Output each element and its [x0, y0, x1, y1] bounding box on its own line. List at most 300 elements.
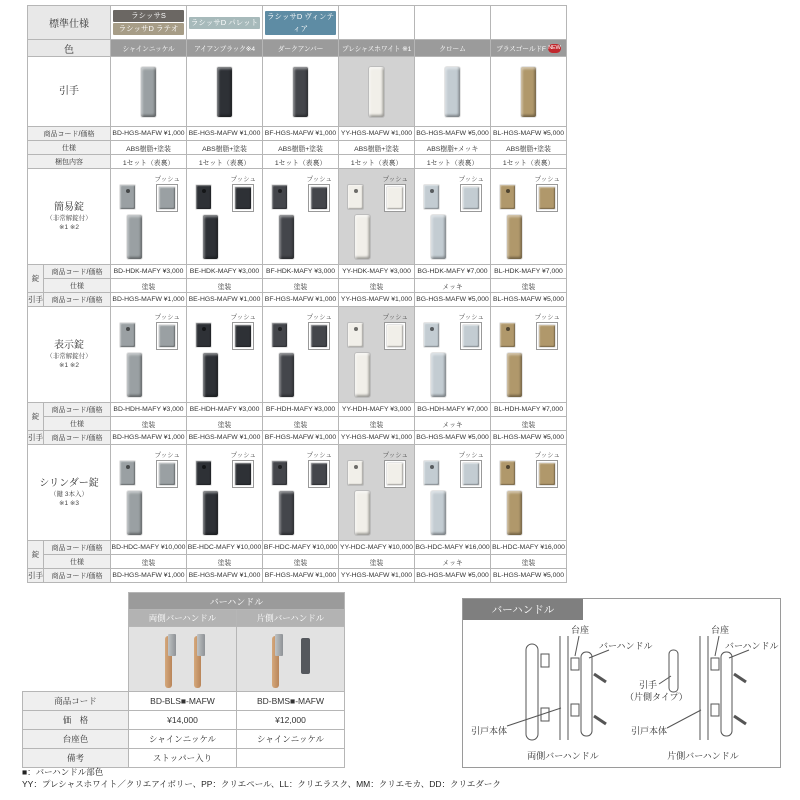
- recessed-pull-image: [279, 491, 294, 535]
- section-subtitle: （非常解錠付）: [46, 353, 92, 360]
- push-label: プッシュ: [230, 314, 256, 321]
- spec-cell: ABS樹脂+塗装: [491, 141, 567, 155]
- push-plate-image: [311, 325, 327, 347]
- bar-handle-header-row: [23, 610, 345, 627]
- spec-cell: 塗装: [491, 555, 567, 569]
- indicator-icon: [278, 327, 282, 331]
- spec-cell: ABS樹脂+塗装: [339, 141, 415, 155]
- code-price-cell: BE-HGS-MAFW ¥1,000: [187, 569, 263, 583]
- code-price-cell: BD-HGS-MAFW ¥1,000: [111, 293, 187, 307]
- code-price-row: [28, 127, 567, 141]
- spec-cell: 塗装: [111, 279, 187, 293]
- push-detail-box: [232, 460, 254, 488]
- indicator-icon: [202, 327, 206, 331]
- push-label: プッシュ: [382, 452, 408, 459]
- code-price-cell: BD-HDK-MAFY ¥3,000: [111, 265, 187, 279]
- spec-cell: ABS樹脂+メッキ: [415, 141, 491, 155]
- keyhole-icon: [202, 465, 206, 469]
- row-label: 仕様: [44, 417, 111, 431]
- code-cell: BD-BLS■-MAFW: [129, 692, 237, 711]
- row-label: 価 格: [23, 711, 129, 730]
- series-badge-lasissa-d-palette: ラシッサD パレット: [190, 17, 259, 27]
- lock-image-cell: [111, 169, 187, 265]
- row-label: 商品コード/価格: [44, 569, 111, 583]
- series-badge-lasissa-d-vintia: ラシッサD ヴィンティア: [265, 11, 336, 35]
- spec-cell: 塗装: [263, 417, 339, 431]
- push-label: プッシュ: [382, 314, 408, 321]
- push-detail-box: [308, 184, 330, 212]
- lock-plate-image: [348, 323, 363, 347]
- recessed-pull-image: [203, 353, 218, 397]
- remarks-cell: ストッパー入り: [129, 749, 237, 768]
- remarks-cell: [237, 749, 345, 768]
- code-price-cell: BE-HDK-MAFY ¥3,000: [187, 265, 263, 279]
- price-cell: ¥12,000: [237, 711, 345, 730]
- lock-image-cell: [339, 307, 415, 403]
- code-price-cell: BL-HDK-MAFY ¥7,000: [491, 265, 567, 279]
- indicator-icon: [430, 327, 434, 331]
- product-table: [27, 5, 567, 583]
- lock-plate-image: [196, 185, 211, 209]
- lock-spec-row: [28, 279, 567, 293]
- recessed-pull-image: [203, 491, 218, 535]
- recessed-pull-image: [127, 215, 142, 259]
- code-price-cell: BE-HGS-MAFW ¥1,000: [187, 127, 263, 141]
- lock-spec-row: [28, 417, 567, 431]
- finish-name-cell: シャインニッケル: [111, 40, 187, 57]
- recessed-pull-image: [141, 67, 156, 117]
- pull-one-side-label-line1: 引手: [639, 680, 658, 690]
- finish-name-cell: アイアンブラック※4: [187, 40, 263, 57]
- row-label: 仕様: [44, 279, 111, 293]
- lock-plate-image: [348, 185, 363, 209]
- door-body-label: 引戸本体: [471, 726, 508, 736]
- row-label: 商品コード/価格: [44, 431, 111, 445]
- bar-handle-image-row: [23, 627, 345, 692]
- bar-handle-remarks-row: [23, 749, 345, 768]
- push-plate-image: [159, 325, 175, 347]
- push-plate-image: [159, 463, 175, 485]
- lock-plate-image: [272, 185, 287, 209]
- recessed-pull-image: [355, 353, 370, 397]
- push-plate-image: [311, 463, 327, 485]
- code-price-cell: BL-HGS-MAFW ¥5,000: [491, 431, 567, 445]
- code-price-cell: BD-HGS-MAFW ¥1,000: [111, 431, 187, 445]
- bar-handle-table: [22, 592, 345, 768]
- packing-cell: 1セット（表裏）: [263, 155, 339, 169]
- spec-cell: 塗装: [187, 417, 263, 431]
- push-label: プッシュ: [230, 452, 256, 459]
- lock-image-cell: [263, 169, 339, 265]
- code-price-cell: YY-HGS-MAFW ¥1,000: [339, 569, 415, 583]
- recessed-pull-image: [507, 353, 522, 397]
- keyhole-icon: [506, 465, 510, 469]
- row-label: 商品コード/価格: [44, 265, 111, 279]
- lock-plate-image: [120, 185, 135, 209]
- series-badge-cell: [187, 6, 263, 40]
- push-label: プッシュ: [154, 452, 180, 459]
- push-label: プッシュ: [534, 176, 560, 183]
- bar-handle-code-row: [23, 692, 345, 711]
- base-color-cell: シャインニッケル: [237, 730, 345, 749]
- spec-cell: 塗装: [339, 555, 415, 569]
- footnote-color-codes: YY：プレシャスホワイト／クリエアイボリー、PP：クリエペール、LL：クリエラスク、MM：クリエモカ、DD：クリエダーク: [22, 778, 501, 789]
- lock-image-cell: [187, 307, 263, 403]
- recessed-pull-image: [369, 67, 384, 117]
- lock-plate-image: [272, 461, 287, 485]
- lock-button-icon: [430, 189, 434, 193]
- lock-image-cell: [263, 445, 339, 541]
- series-badge-cell: [263, 6, 339, 40]
- code-price-cell: YY-HGS-MAFW ¥1,000: [339, 127, 415, 141]
- bar-handle-base-color-row: [23, 730, 345, 749]
- section-label-hyojijo: [28, 307, 111, 403]
- keyhole-icon: [126, 465, 130, 469]
- row-label: 仕様: [28, 141, 111, 155]
- code-price-cell: BL-HGS-MAFW ¥5,000: [491, 569, 567, 583]
- packing-cell: 1セット（表裏）: [415, 155, 491, 169]
- push-detail-box: [384, 460, 406, 488]
- empty-cell: [415, 6, 491, 40]
- recessed-pull-image: [445, 67, 460, 117]
- code-cell: BD-BMS■-MAFW: [237, 692, 345, 711]
- code-price-cell: BF-HGS-MAFW ¥1,000: [263, 127, 339, 141]
- push-detail-box: [536, 322, 558, 350]
- lock-plate-image: [272, 323, 287, 347]
- indicator-icon: [126, 327, 130, 331]
- finish-name-cell: クローム: [415, 40, 491, 57]
- push-detail-box: [156, 460, 178, 488]
- group-label-pull: 引手: [28, 431, 44, 445]
- keyhole-icon: [430, 465, 434, 469]
- section-subtitle: （非常解錠付）: [46, 215, 92, 222]
- push-label: プッシュ: [458, 176, 484, 183]
- push-plate-image: [539, 187, 555, 209]
- lock-image-cell: [187, 445, 263, 541]
- code-price-cell: YY-HDK-MAFY ¥3,000: [339, 265, 415, 279]
- standard-spec-label: 標準仕様: [28, 6, 111, 40]
- both-sides-header: 両側バーハンドル: [129, 610, 237, 627]
- code-price-cell: BG-HDK-MAFY ¥7,000: [415, 265, 491, 279]
- product-image-cell: [111, 57, 187, 127]
- spec-cell: 塗装: [339, 279, 415, 293]
- code-price-cell: BG-HGS-MAFW ¥5,000: [415, 127, 491, 141]
- code-price-cell: BE-HGS-MAFW ¥1,000: [187, 431, 263, 445]
- finish-name-cell: ダークアンバー: [263, 40, 339, 57]
- row-label: 梱包内容: [28, 155, 111, 169]
- lock-image-cell: [415, 169, 491, 265]
- one-side-pull-image: [301, 638, 310, 674]
- code-price-cell: BD-HGS-MAFW ¥1,000: [111, 127, 187, 141]
- series-badge-lasissa-s: ラシッサS: [113, 10, 184, 22]
- finish-name-cell: プレシャスホワイト ※1: [339, 40, 415, 57]
- standard-spec-row: [28, 6, 567, 40]
- lock-spec-row: [28, 555, 567, 569]
- lock-image-cell: [491, 307, 567, 403]
- push-label: プッシュ: [534, 452, 560, 459]
- lock-button-icon: [126, 189, 130, 193]
- section-subtitle: （鍵 3本入）: [50, 491, 88, 498]
- recessed-pull-image: [293, 67, 308, 117]
- door-body-label: 引戸本体: [631, 726, 668, 736]
- push-detail-box: [460, 460, 482, 488]
- section-label-hikite: 引手: [28, 57, 111, 127]
- lock-image-cell: [491, 445, 567, 541]
- row-label: 台座色: [23, 730, 129, 749]
- row-label: 備考: [23, 749, 129, 768]
- indicator-icon: [354, 327, 358, 331]
- lock-button-icon: [506, 189, 510, 193]
- push-plate-image: [539, 463, 555, 485]
- simple-lock-image-row: [28, 169, 567, 265]
- section-note: ※1 ※2: [59, 362, 79, 369]
- code-price-cell: BL-HDC-MAFY ¥16,000: [491, 541, 567, 555]
- push-plate-image: [235, 325, 251, 347]
- code-price-cell: BF-HGS-MAFW ¥1,000: [263, 293, 339, 307]
- pull-code-row: [28, 293, 567, 307]
- push-plate-image: [387, 187, 403, 209]
- code-price-cell: BE-HDC-MAFY ¥10,000: [187, 541, 263, 555]
- push-label: プッシュ: [534, 314, 560, 321]
- push-detail-box: [384, 322, 406, 350]
- recessed-pull-image: [355, 491, 370, 535]
- code-price-cell: BG-HDH-MAFY ¥7,000: [415, 403, 491, 417]
- packing-cell: 1セット（表裏）: [339, 155, 415, 169]
- diagram-title: バーハンドル: [463, 599, 583, 620]
- push-plate-image: [311, 187, 327, 209]
- both-sides-caption: 両側バーハンドル: [527, 751, 599, 761]
- code-price-cell: BF-HDK-MAFY ¥3,000: [263, 265, 339, 279]
- bar-handle-label: バーハンドル: [725, 641, 779, 651]
- empty-cell: [23, 593, 129, 610]
- lock-plate-image: [348, 461, 363, 485]
- push-label: プッシュ: [382, 176, 408, 183]
- push-detail-box: [460, 322, 482, 350]
- lock-button-icon: [354, 189, 358, 193]
- spec-cell: 塗装: [491, 417, 567, 431]
- finish-name-cell: [491, 40, 567, 57]
- pull-one-side-label-line2: （片側タイプ）: [625, 692, 688, 702]
- group-label-pull: 引手: [28, 569, 44, 583]
- push-label: プッシュ: [154, 314, 180, 321]
- series-badge-cell: [111, 6, 187, 40]
- wood-bar-handle-image: [272, 636, 279, 688]
- code-price-cell: BE-HGS-MAFW ¥1,000: [187, 293, 263, 307]
- spec-cell: 塗装: [263, 279, 339, 293]
- recessed-pull-image: [431, 353, 446, 397]
- push-detail-box: [308, 460, 330, 488]
- code-price-cell: BL-HGS-MAFW ¥5,000: [491, 293, 567, 307]
- push-detail-box: [232, 184, 254, 212]
- new-badge: NEW: [548, 45, 561, 52]
- push-label: プッシュ: [306, 314, 332, 321]
- push-plate-image: [387, 325, 403, 347]
- bar-handle-label: バーハンドル: [599, 641, 653, 651]
- price-cell: ¥14,000: [129, 711, 237, 730]
- wood-bar-handle-image: [165, 636, 172, 688]
- both-sides-image-cell: [129, 627, 237, 692]
- lock-button-icon: [278, 189, 282, 193]
- one-side-image-cell: [237, 627, 345, 692]
- spec-cell: 塗装: [339, 417, 415, 431]
- group-label-pull: 引手: [28, 293, 44, 307]
- bar-handle-diagram-panel: [462, 598, 781, 768]
- lock-plate-image: [424, 185, 439, 209]
- push-plate-image: [463, 325, 479, 347]
- pull-code-row: [28, 431, 567, 445]
- push-detail-box: [308, 322, 330, 350]
- spec-cell: ABS樹脂+塗装: [111, 141, 187, 155]
- spec-cell: 塗装: [263, 555, 339, 569]
- group-label-lock: 錠: [28, 265, 44, 293]
- lock-plate-image: [120, 323, 135, 347]
- empty-cell: [23, 610, 129, 627]
- recessed-pull-image: [279, 215, 294, 259]
- recessed-pull-image: [431, 215, 446, 259]
- bar-handle-price-row: [23, 711, 345, 730]
- lock-code-row: [28, 541, 567, 555]
- packing-row: [28, 155, 567, 169]
- row-label: 商品コード: [23, 692, 129, 711]
- code-price-cell: BL-HDH-MAFY ¥7,000: [491, 403, 567, 417]
- section-title: 表示錠: [54, 340, 84, 351]
- lock-image-cell: [491, 169, 567, 265]
- recessed-pull-image: [507, 491, 522, 535]
- product-image-cell: [339, 57, 415, 127]
- code-price-cell: BF-HDC-MAFY ¥10,000: [263, 541, 339, 555]
- wood-bar-handle-image: [194, 636, 201, 688]
- row-label: 商品コード/価格: [44, 293, 111, 307]
- lock-image-cell: [111, 445, 187, 541]
- code-price-cell: YY-HDC-MAFY ¥10,000: [339, 541, 415, 555]
- push-label: プッシュ: [230, 176, 256, 183]
- lock-image-cell: [187, 169, 263, 265]
- product-image-cell: [491, 57, 567, 127]
- recessed-pull-image: [279, 353, 294, 397]
- base-color-cell: シャインニッケル: [129, 730, 237, 749]
- spec-cell: ABS樹脂+塗装: [187, 141, 263, 155]
- code-price-cell: BD-HDH-MAFY ¥3,000: [111, 403, 187, 417]
- footnotes: [22, 767, 501, 790]
- lock-plate-image: [500, 461, 515, 485]
- section-label-kanikijo: [28, 169, 111, 265]
- spec-cell: 塗装: [187, 555, 263, 569]
- one-side-header: 片側バーハンドル: [237, 610, 345, 627]
- spec-cell: 塗装: [491, 279, 567, 293]
- code-price-cell: BD-HDC-MAFY ¥10,000: [111, 541, 187, 555]
- spec-cell: ABS樹脂+塗装: [263, 141, 339, 155]
- lock-plate-image: [120, 461, 135, 485]
- lock-code-row: [28, 265, 567, 279]
- group-label-lock: 錠: [28, 541, 44, 569]
- push-plate-image: [463, 187, 479, 209]
- section-label-cylinder: [28, 445, 111, 541]
- packing-cell: 1セット（表裏）: [491, 155, 567, 169]
- spec-cell: メッキ: [415, 417, 491, 431]
- recessed-pull-image: [507, 215, 522, 259]
- code-price-cell: BF-HGS-MAFW ¥1,000: [263, 431, 339, 445]
- push-detail-box: [536, 460, 558, 488]
- lock-image-cell: [111, 307, 187, 403]
- code-price-cell: YY-HDH-MAFY ¥3,000: [339, 403, 415, 417]
- bar-handle-title-row: [23, 593, 345, 610]
- lock-button-icon: [202, 189, 206, 193]
- row-label: 商品コード/価格: [44, 541, 111, 555]
- recessed-pull-image: [203, 215, 218, 259]
- lock-image-cell: [339, 169, 415, 265]
- lock-plate-image: [424, 323, 439, 347]
- push-label: プッシュ: [306, 452, 332, 459]
- recessed-pull-image: [127, 353, 142, 397]
- code-price-cell: YY-HGS-MAFW ¥1,000: [339, 293, 415, 307]
- product-image-cell: [415, 57, 491, 127]
- recessed-pull-image: [127, 491, 142, 535]
- push-detail-box: [460, 184, 482, 212]
- pull-code-row: [28, 569, 567, 583]
- spec-row: [28, 141, 567, 155]
- indicator-lock-image-row: [28, 307, 567, 403]
- lock-code-row: [28, 403, 567, 417]
- group-label-lock: 錠: [28, 403, 44, 431]
- push-plate-image: [387, 463, 403, 485]
- push-label: プッシュ: [458, 314, 484, 321]
- row-label: 仕様: [44, 555, 111, 569]
- spec-cell: 塗装: [111, 555, 187, 569]
- product-image-cell: [263, 57, 339, 127]
- color-row: [28, 40, 567, 57]
- indicator-icon: [506, 327, 510, 331]
- section-title: 簡易錠: [54, 202, 84, 213]
- keyhole-icon: [354, 465, 358, 469]
- series-badge-lasissa-d-lateo: ラシッサD ラテオ: [113, 23, 184, 35]
- spec-cell: メッキ: [415, 555, 491, 569]
- row-label: 商品コード/価格: [44, 403, 111, 417]
- push-detail-box: [232, 322, 254, 350]
- push-plate-image: [463, 463, 479, 485]
- code-price-cell: BL-HGS-MAFW ¥5,000: [491, 127, 567, 141]
- code-price-cell: BE-HDH-MAFY ¥3,000: [187, 403, 263, 417]
- push-detail-box: [384, 184, 406, 212]
- code-price-cell: BG-HDC-MAFY ¥16,000: [415, 541, 491, 555]
- daiza-label: 台座: [711, 625, 730, 635]
- finish-name: ブラスゴールドF: [496, 45, 546, 53]
- pull-image-row: [28, 57, 567, 127]
- keyhole-icon: [278, 465, 282, 469]
- code-price-cell: BG-HGS-MAFW ¥5,000: [415, 431, 491, 445]
- push-plate-image: [159, 187, 175, 209]
- code-price-cell: BF-HDH-MAFY ¥3,000: [263, 403, 339, 417]
- push-plate-image: [235, 463, 251, 485]
- lock-plate-image: [500, 323, 515, 347]
- bar-handle-title: バーハンドル: [129, 593, 345, 610]
- section-note: ※1 ※3: [59, 500, 79, 507]
- spec-cell: 塗装: [111, 417, 187, 431]
- recessed-pull-image: [355, 215, 370, 259]
- push-detail-box: [156, 184, 178, 212]
- empty-cell: [23, 627, 129, 692]
- lock-plate-image: [196, 461, 211, 485]
- push-plate-image: [235, 187, 251, 209]
- one-side-caption: 片側バーハンドル: [667, 751, 739, 761]
- lock-image-cell: [339, 445, 415, 541]
- push-detail-box: [536, 184, 558, 212]
- lock-plate-image: [500, 185, 515, 209]
- code-price-cell: YY-HGS-MAFW ¥1,000: [339, 431, 415, 445]
- code-price-cell: BG-HGS-MAFW ¥5,000: [415, 293, 491, 307]
- push-label: プッシュ: [306, 176, 332, 183]
- packing-cell: 1セット（表裏）: [187, 155, 263, 169]
- code-price-cell: BG-HGS-MAFW ¥5,000: [415, 569, 491, 583]
